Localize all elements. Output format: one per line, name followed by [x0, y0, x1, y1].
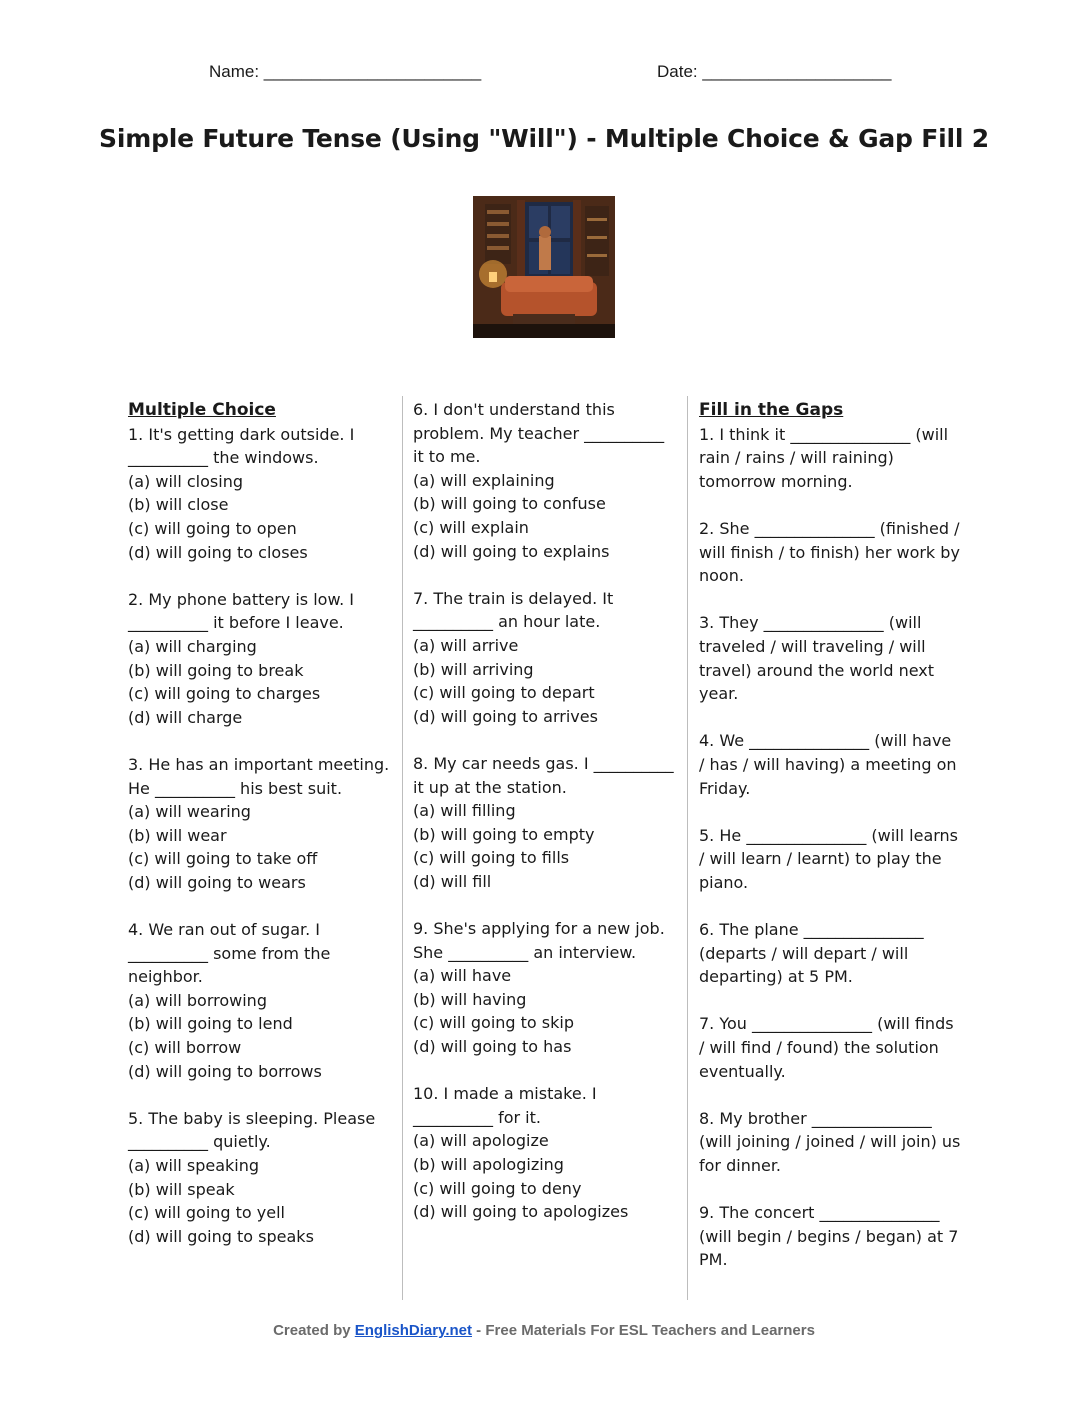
column-divider	[687, 396, 688, 1300]
question-text: __________ the windows.	[128, 448, 319, 468]
question-text: 8. My car needs gas. I __________	[413, 753, 674, 773]
option-c[interactable]: (c) will going to depart	[413, 683, 595, 703]
footer-suffix: - Free Materials For ESL Teachers and Learners	[472, 1322, 815, 1339]
option-d[interactable]: (d) will going to arrives	[413, 706, 598, 726]
gap-fill-item-1[interactable]: 1. I think it _______________ (will rain / rains / will raining) tomorrow morning.	[699, 424, 949, 491]
option-d[interactable]: (d) will going to apologizes	[413, 1202, 629, 1222]
option-a[interactable]: (a) will apologize	[413, 1131, 549, 1151]
question-text: 10. I made a mistake. I	[413, 1084, 597, 1104]
option-b[interactable]: (b) will apologizing	[413, 1155, 564, 1174]
gap-fill-item-8[interactable]: 8. My brother _______________ (will joining / joined / will join) us for dinner.	[699, 1108, 961, 1175]
option-a[interactable]: (a) will arrive	[413, 635, 519, 655]
question-1	[128, 423, 396, 565]
option-b[interactable]: (b) will arriving	[413, 659, 534, 679]
option-d[interactable]: (d) will going to wears	[128, 872, 306, 892]
living-room-illustration	[473, 196, 615, 338]
option-b[interactable]: (b) will having	[413, 989, 527, 1009]
option-a[interactable]: (a) will borrowing	[128, 990, 267, 1010]
question-text: She __________ an interview.	[413, 942, 637, 962]
question-9	[413, 917, 681, 1059]
option-a[interactable]: (a) will speaking	[128, 1156, 260, 1175]
gap-fill-column	[699, 398, 961, 1296]
option-b[interactable]: (b) will going to confuse	[413, 494, 606, 514]
question-text: it up at the station.	[413, 777, 567, 797]
option-b[interactable]: (b) will going to break	[128, 660, 304, 680]
footer-prefix: Created by	[273, 1322, 355, 1339]
option-b[interactable]: (b) will wear	[128, 825, 227, 845]
date-field[interactable]: Date: ____________________	[657, 62, 892, 81]
question-text: __________ an hour late.	[413, 612, 601, 632]
option-d[interactable]: (d) will going to explains	[413, 541, 610, 561]
footer	[0, 1322, 1088, 1339]
name-field[interactable]: Name: _______________________	[209, 62, 482, 81]
multiple-choice-heading: Multiple Choice	[128, 400, 276, 420]
gap-fill-heading: Fill in the Gaps	[699, 400, 844, 420]
gap-fill-item-6[interactable]: 6. The plane _______________ (departs / will depart / will departing) at 5 PM.	[699, 920, 924, 987]
option-d[interactable]: (d) will going to borrows	[128, 1061, 322, 1081]
question-7	[413, 587, 681, 729]
question-text: __________ some from the	[128, 943, 331, 963]
option-a[interactable]: (a) will charging	[128, 636, 257, 656]
question-5	[128, 1107, 396, 1249]
option-a[interactable]: (a) will filling	[413, 801, 516, 821]
option-b[interactable]: (b) will going to lend	[128, 1014, 293, 1034]
option-a[interactable]: (a) will closing	[128, 471, 243, 491]
page-title: Simple Future Tense (Using "Will") - Multiple Choice & Gap Fill 2	[99, 124, 989, 153]
option-d[interactable]: (d) will fill	[413, 871, 492, 891]
question-text: __________ for it.	[413, 1107, 541, 1127]
question-8	[413, 752, 681, 894]
question-text: 3. He has an important meeting.	[128, 754, 390, 774]
option-a[interactable]: (a) will have	[413, 966, 512, 986]
question-2	[128, 588, 396, 730]
question-text: neighbor.	[128, 967, 203, 987]
question-text: problem. My teacher __________	[413, 423, 665, 443]
option-c[interactable]: (c) will going to deny	[413, 1178, 582, 1198]
option-c[interactable]: (c) will going to yell	[128, 1203, 285, 1223]
option-a[interactable]: (a) will explaining	[413, 470, 555, 490]
question-text: He __________ his best suit.	[128, 778, 343, 798]
gap-fill-item-3[interactable]: 3. They _______________ (will traveled / will traveling / will travel) around the world next year.	[699, 613, 935, 704]
question-text: 4. We ran out of sugar. I	[128, 920, 321, 940]
option-a[interactable]: (a) will wearing	[128, 802, 251, 822]
option-c[interactable]: (c) will borrow	[128, 1038, 242, 1058]
question-text: 2. My phone battery is low. I	[128, 589, 354, 609]
gap-fill-item-9[interactable]: 9. The concert _______________ (will begin / begins / began) at 7 PM.	[699, 1203, 959, 1270]
gap-fill-item-5[interactable]: 5. He _______________ (will learns / will learn / learnt) to play the piano.	[699, 825, 959, 892]
option-d[interactable]: (d) will going to closes	[128, 542, 308, 562]
question-text: 6. I don't understand this	[413, 400, 615, 419]
question-text: 9. She's applying for a new job.	[413, 919, 665, 939]
option-b[interactable]: (b) will close	[128, 495, 229, 515]
gap-fill-item-4[interactable]: 4. We _______________ (will have / has / will having) a meeting on Friday.	[699, 731, 957, 798]
multiple-choice-column-1	[128, 398, 396, 1272]
question-text: __________ it before I leave.	[128, 613, 344, 633]
option-c[interactable]: (c) will going to take off	[128, 849, 318, 869]
question-text: 7. The train is delayed. It	[413, 588, 614, 608]
option-b[interactable]: (b) will speak	[128, 1179, 235, 1199]
question-6	[413, 398, 681, 563]
question-10	[413, 1082, 681, 1224]
option-d[interactable]: (d) will going to speaks	[128, 1226, 314, 1246]
question-4	[128, 918, 396, 1083]
option-c[interactable]: (c) will explain	[413, 517, 529, 537]
question-text: it to me.	[413, 447, 481, 467]
option-d[interactable]: (d) will charge	[128, 707, 243, 727]
option-d[interactable]: (d) will going to has	[413, 1037, 572, 1057]
question-text: __________ quietly.	[128, 1132, 271, 1152]
question-text: 1. It's getting dark outside. I	[128, 424, 355, 444]
column-divider	[402, 396, 403, 1300]
option-c[interactable]: (c) will going to charges	[128, 684, 321, 704]
question-text: 5. The baby is sleeping. Please	[128, 1108, 376, 1128]
option-b[interactable]: (b) will going to empty	[413, 824, 595, 844]
option-c[interactable]: (c) will going to open	[128, 518, 297, 538]
englishdiary-link[interactable]: EnglishDiary.net	[354, 1322, 473, 1339]
multiple-choice-column-2	[413, 398, 681, 1247]
question-3	[128, 753, 396, 895]
gap-fill-item-7[interactable]: 7. You _______________ (will finds / will find / found) the solution eventually.	[699, 1014, 954, 1081]
gap-fill-item-2[interactable]: 2. She _______________ (finished / will finish / to finish) her work by noon.	[699, 518, 960, 586]
option-c[interactable]: (c) will going to fills	[413, 848, 570, 868]
option-c[interactable]: (c) will going to skip	[413, 1013, 574, 1033]
